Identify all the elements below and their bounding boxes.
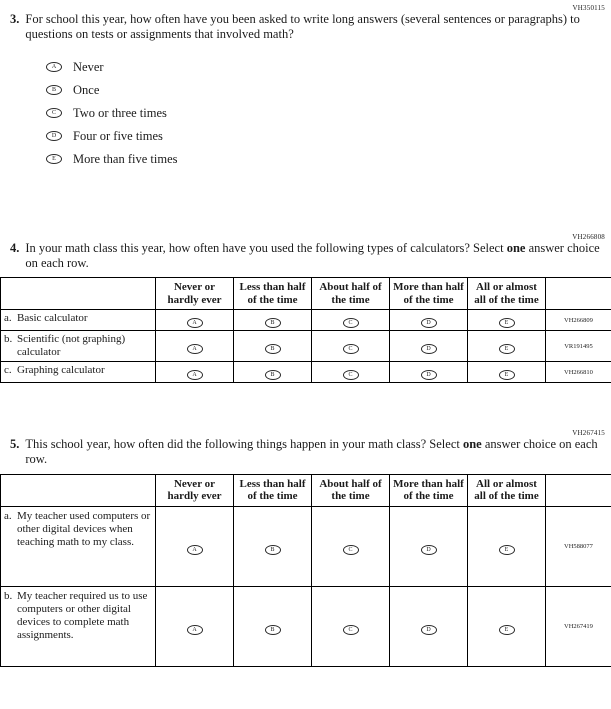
row-label [1, 362, 156, 383]
column-header: About half of the time [312, 474, 390, 506]
answer-bubble[interactable]: E [499, 318, 515, 328]
code-header [546, 474, 611, 506]
answer-cell [312, 587, 390, 667]
answer-cell [156, 587, 234, 667]
question-4-text [25, 241, 601, 272]
row-code: VH266809 [546, 310, 611, 331]
answer-bubble[interactable]: A [187, 545, 203, 555]
answer-cell [312, 507, 390, 587]
answer-cell [468, 507, 546, 587]
answer-bubble[interactable]: B [265, 545, 281, 555]
question-3 [10, 12, 601, 171]
question-3-options [46, 56, 601, 171]
column-header: More than half of the time [390, 474, 468, 506]
table-header-row [1, 474, 611, 506]
question-4-code: VH266808 [572, 232, 605, 241]
column-header: Less than half of the time [234, 474, 312, 506]
answer-bubble[interactable]: D [421, 370, 437, 380]
answer-bubble[interactable]: D [421, 545, 437, 555]
question-4-text-part: In your math class this year, how often have you used the following types of calculators? Select [25, 240, 507, 255]
row-label [1, 331, 156, 362]
answer-bubble[interactable]: E [499, 370, 515, 380]
answer-cell [312, 331, 390, 362]
answer-cell [156, 507, 234, 587]
answer-bubble[interactable]: C [343, 318, 359, 328]
answer-option [46, 79, 601, 102]
column-header: All or almost all of the time [468, 474, 546, 506]
row-text: Basic calculator [17, 312, 88, 325]
row-letter: c. [4, 364, 12, 377]
answer-option [46, 56, 601, 79]
row-text: Graphing calculator [17, 364, 105, 377]
code-header [546, 278, 611, 310]
question-4-table [0, 277, 611, 383]
answer-cell [234, 331, 312, 362]
answer-bubble[interactable]: B [265, 318, 281, 328]
answer-option [46, 125, 601, 148]
row-code: VR191495 [546, 331, 611, 362]
blank-header [1, 474, 156, 506]
answer-cell [468, 587, 546, 667]
answer-cell [390, 331, 468, 362]
answer-cell [468, 331, 546, 362]
answer-option-label: Two or three times [73, 105, 167, 120]
answer-bubble[interactable]: A [187, 344, 203, 354]
answer-option-label: Four or five times [73, 128, 163, 143]
question-4-number: 4. [10, 240, 20, 255]
answer-option [46, 102, 601, 125]
question-5 [10, 437, 601, 468]
question-5-text [25, 437, 601, 468]
answer-bubble[interactable]: D [421, 344, 437, 354]
answer-cell [234, 310, 312, 331]
answer-bubble[interactable]: A [46, 62, 62, 72]
question-5-table [0, 474, 611, 667]
answer-cell [468, 310, 546, 331]
answer-bubble[interactable]: A [187, 625, 203, 635]
blank-header [1, 278, 156, 310]
answer-option [46, 148, 601, 171]
answer-cell [390, 310, 468, 331]
answer-bubble[interactable]: A [187, 318, 203, 328]
question-4 [10, 241, 601, 272]
answer-cell [312, 310, 390, 331]
row-label [1, 310, 156, 331]
answer-option-label: Once [73, 82, 100, 97]
column-header: Never or hardly ever [156, 474, 234, 506]
answer-bubble[interactable]: B [46, 85, 62, 95]
question-5-number: 5. [10, 437, 20, 452]
answer-cell [234, 362, 312, 383]
question-3-number: 3. [10, 12, 20, 26]
answer-cell [234, 587, 312, 667]
answer-option-label: Never [73, 59, 104, 74]
row-code: VH588077 [546, 507, 611, 587]
answer-cell [390, 362, 468, 383]
column-header: Never or hardly ever [156, 278, 234, 310]
question-5-code: VH267415 [572, 429, 605, 438]
answer-cell [156, 310, 234, 331]
answer-bubble[interactable]: C [46, 108, 62, 118]
answer-cell [312, 362, 390, 383]
question-3-text: For school this year, how often have you been asked to write long answers (several sentences or paragraphs) to questions on tests or assignments that involved math? [25, 12, 580, 42]
row-label [1, 587, 156, 667]
answer-cell [390, 507, 468, 587]
answer-bubble[interactable]: E [499, 545, 515, 555]
answer-bubble[interactable]: C [343, 545, 359, 555]
table-row [1, 310, 611, 331]
answer-bubble[interactable]: B [265, 344, 281, 354]
answer-bubble[interactable]: E [499, 344, 515, 354]
question-5-bold: one [462, 437, 482, 452]
answer-bubble[interactable]: E [46, 154, 62, 164]
table-header-row [1, 278, 611, 310]
answer-bubble[interactable]: D [421, 318, 437, 328]
answer-cell [234, 507, 312, 587]
answer-bubble[interactable]: A [187, 370, 203, 380]
row-letter: b. [4, 590, 13, 602]
answer-bubble[interactable]: B [265, 370, 281, 380]
column-header: Less than half of the time [234, 278, 312, 310]
answer-bubble[interactable]: B [265, 625, 281, 635]
answer-option-label: More than five times [73, 151, 178, 166]
answer-bubble[interactable]: C [343, 344, 359, 354]
answer-bubble[interactable]: C [343, 370, 359, 380]
row-letter: b. [4, 333, 13, 346]
question-4-text-part: answer choice on each row. [25, 240, 600, 270]
answer-cell [390, 587, 468, 667]
question-5-text-part: answer choice on each row. [25, 437, 598, 467]
question-5-text-part: This school year, how often did the following things happen in your math class? Select [25, 437, 463, 452]
answer-bubble[interactable]: C [343, 625, 359, 635]
table-row [1, 507, 611, 587]
answer-bubble[interactable]: D [46, 131, 62, 141]
row-label [1, 507, 156, 587]
column-header: About half of the time [312, 278, 390, 310]
question-3-code: VH350115 [572, 4, 605, 12]
table-row [1, 587, 611, 667]
row-text: Scientific (not graphing) calculator [17, 333, 126, 359]
answer-cell [156, 362, 234, 383]
row-code: VH266810 [546, 362, 611, 383]
row-text: My teacher used computers or other digital devices when teaching math to my class. [17, 510, 151, 548]
answer-cell [156, 331, 234, 362]
answer-bubble[interactable]: E [499, 625, 515, 635]
row-text: My teacher required us to use computers or other digital devices to complete math assignments. [17, 590, 148, 641]
row-letter: a. [4, 312, 12, 325]
column-header: More than half of the time [390, 278, 468, 310]
answer-bubble[interactable]: D [421, 625, 437, 635]
row-code: VH267419 [546, 587, 611, 667]
table-row [1, 362, 611, 383]
answer-cell [468, 362, 546, 383]
column-header: All or almost all of the time [468, 278, 546, 310]
row-letter: a. [4, 510, 12, 522]
table-row [1, 331, 611, 362]
question-4-bold: one [506, 240, 526, 255]
